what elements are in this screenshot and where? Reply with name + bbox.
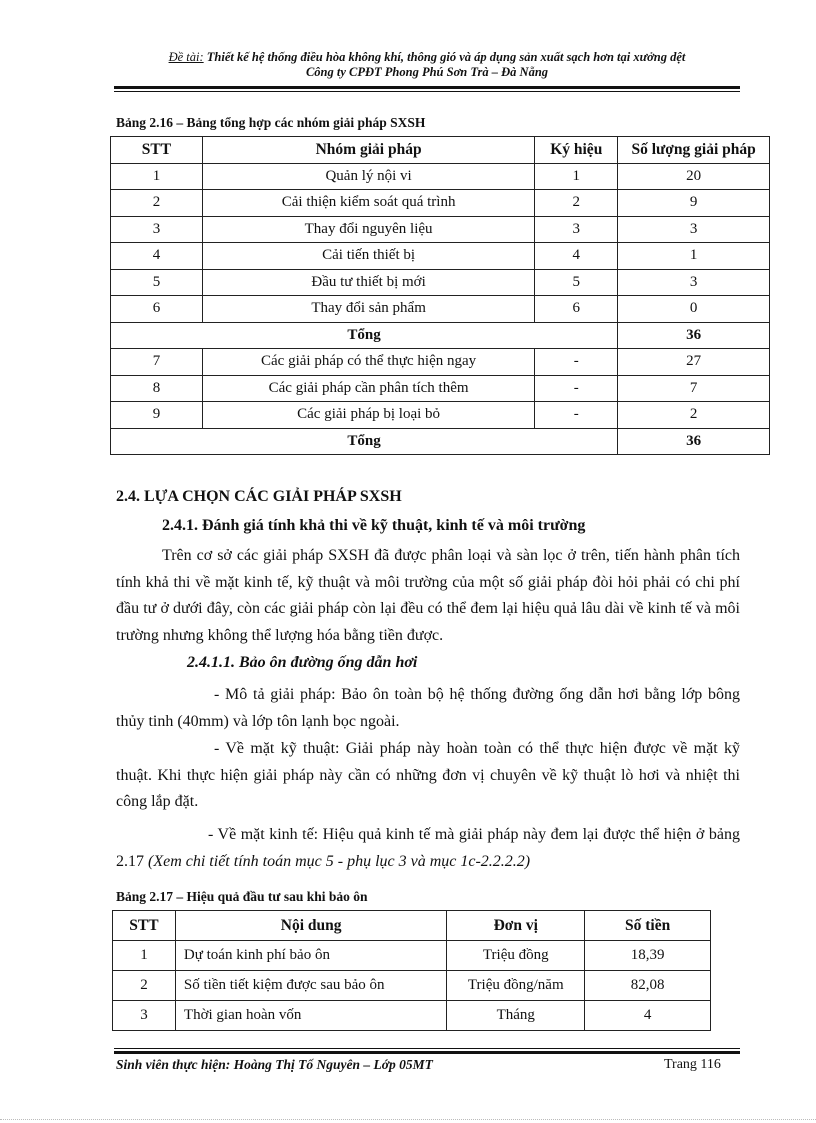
cell-group: Các giải pháp có thể thực hiện ngay [202, 349, 534, 376]
cell-stt: 7 [111, 349, 203, 376]
cell-unit: Tháng [447, 1001, 585, 1031]
cell-stt: 1 [111, 163, 203, 190]
cell-stt: 2 [113, 971, 176, 1001]
table-row [113, 971, 711, 1001]
paragraph-technical: - Về mặt kỹ thuật: Giải pháp này hoàn toàn có thể thực hiện được về mặt kỹ thuật. Khi thực hiện giải pháp này cần có những đơn vị chuyên về kỹ thuật lò hơi và nhiệt thi công lắp đặt. [116, 740, 740, 810]
cell-count: 20 [618, 163, 770, 190]
cell-stt: 1 [113, 941, 176, 971]
paragraph-economic [116, 822, 740, 875]
economic-reference: (Xem chi tiết tính toán mục 5 - phụ lục 3 và mục 1c-2.2.2.2) [148, 852, 531, 870]
page-number: Trang 116 [664, 1057, 721, 1072]
total-row [111, 322, 770, 349]
table-row [111, 190, 770, 217]
cell-unit: Triệu đồng/năm [447, 971, 585, 1001]
cell-amount: 4 [585, 1001, 711, 1031]
cell-content: Số tiền tiết kiệm được sau bảo ôn [175, 971, 446, 1001]
footer-rule-thick [114, 1051, 740, 1054]
table-row [111, 349, 770, 376]
table-row [111, 375, 770, 402]
total-value: 36 [618, 322, 770, 349]
cell-symbol: - [535, 402, 618, 429]
cell-stt: 6 [111, 296, 203, 323]
cell-symbol: - [535, 349, 618, 376]
col-header-group: Nhóm giải pháp [202, 137, 534, 164]
table-row [113, 1001, 711, 1031]
col-header-unit: Đơn vị [447, 911, 585, 941]
footer-rule-thin [114, 1048, 740, 1049]
cell-count: 3 [618, 269, 770, 296]
cell-symbol: - [535, 375, 618, 402]
cell-stt: 4 [111, 243, 203, 270]
cell-amount: 18,39 [585, 941, 711, 971]
table-header-row [111, 137, 770, 164]
col-header-stt: STT [113, 911, 176, 941]
cell-count: 7 [618, 375, 770, 402]
col-header-amount: Số tiền [585, 911, 711, 941]
paragraph-intro: Trên cơ sở các giải pháp SXSH đã được phân loại và sàn lọc ở trên, tiến hành phân tích tính khả thi về mặt kinh tế, kỹ thuật và môi trường của một số giải pháp đòi hỏi phải có chi phí đầu tư ở dưới đây, còn các giải pháp còn lại đều có thể đem lại hiệu quả lâu dài về kinh tế và môi trường nhưng không thể lượng hóa bằng tiền được. [116, 547, 740, 644]
header-rule-thick [114, 86, 740, 89]
cell-count: 9 [618, 190, 770, 217]
cell-stt: 5 [111, 269, 203, 296]
table-row [111, 216, 770, 243]
header-title-line2: Công ty CPĐT Phong Phú Sơn Trà – Đà Nẵng [305, 65, 549, 79]
cell-group: Các giải pháp bị loại bỏ [202, 402, 534, 429]
cell-count: 0 [618, 296, 770, 323]
cell-count: 27 [618, 349, 770, 376]
cell-group: Cải thiện kiểm soát quá trình [202, 190, 534, 217]
cell-group: Thay đổi sản phẩm [202, 296, 534, 323]
cell-stt: 3 [113, 1001, 176, 1031]
investment-efficiency-table [112, 910, 711, 1031]
cell-symbol: 1 [535, 163, 618, 190]
col-header-stt: STT [111, 137, 203, 164]
subsubsection-heading: 2.4.1.1. Bảo ôn đường ống dẫn hơi [187, 654, 418, 671]
cell-count: 3 [618, 216, 770, 243]
cell-symbol: 4 [535, 243, 618, 270]
cell-group: Thay đổi nguyên liệu [202, 216, 534, 243]
cell-symbol: 3 [535, 216, 618, 243]
table-row [113, 941, 711, 971]
cell-group: Cải tiến thiết bị [202, 243, 534, 270]
total-label: Tổng [111, 428, 618, 455]
cell-content: Thời gian hoàn vốn [175, 1001, 446, 1031]
table-row [111, 243, 770, 270]
cell-stt: 8 [111, 375, 203, 402]
cell-amount: 82,08 [585, 971, 711, 1001]
cell-count: 1 [618, 243, 770, 270]
cell-content: Dự toán kinh phí bảo ôn [175, 941, 446, 971]
subsection-heading: 2.4.1. Đánh giá tính khả thi về kỹ thuật, kinh tế và môi trường [162, 517, 586, 534]
cell-stt: 3 [111, 216, 203, 243]
table-header-row [113, 911, 711, 941]
cell-unit: Triệu đồng [447, 941, 585, 971]
cell-symbol: 2 [535, 190, 618, 217]
table-row [111, 296, 770, 323]
header-rule-thin [114, 91, 740, 92]
table-row [111, 402, 770, 429]
col-header-count: Số lượng giải pháp [618, 137, 770, 164]
cell-stt: 2 [111, 190, 203, 217]
paragraph-description: - Mô tả giải pháp: Bảo ôn toàn bộ hệ thống đường ống dẫn hơi bằng lớp bông thủy tinh (40mm) và lớp tôn lạnh bọc ngoài. [116, 686, 740, 730]
cell-group: Đầu tư thiết bị mới [202, 269, 534, 296]
total-label: Tổng [111, 322, 618, 349]
footer-author: Sinh viên thực hiện: Hoàng Thị Tố Nguyên – Lớp 05MT [116, 1057, 433, 1072]
cell-group: Quản lý nội vi [202, 163, 534, 190]
cell-count: 2 [618, 402, 770, 429]
page-boundary-line [0, 1119, 816, 1120]
cell-symbol: 5 [535, 269, 618, 296]
section-heading: 2.4. LỰA CHỌN CÁC GIẢI PHÁP SXSH [116, 488, 402, 505]
solution-groups-table [110, 136, 770, 455]
table-row [111, 163, 770, 190]
cell-stt: 9 [111, 402, 203, 429]
total-value: 36 [618, 428, 770, 455]
col-header-symbol: Ký hiệu [535, 137, 618, 164]
cell-group: Các giải pháp cần phân tích thêm [202, 375, 534, 402]
page-header [114, 50, 740, 80]
table2-caption: Bảng 2.17 – Hiệu quả đầu tư sau khi bảo ôn [116, 889, 368, 904]
economic-text: - Về mặt kinh tế: Hiệu quả kinh tế mà giải pháp này đem lại được thể hiện ở bảng 2.17 [116, 826, 740, 870]
total-row [111, 428, 770, 455]
header-title-line1: Thiết kế hệ thống điều hòa không khí, thông gió và áp dụng sản xuất sạch hơn tại xưởng dệt [206, 50, 686, 64]
table1-caption: Bảng 2.16 – Bảng tổng hợp các nhóm giải pháp SXSH [116, 115, 426, 130]
cell-symbol: 6 [535, 296, 618, 323]
col-header-content: Nội dung [175, 911, 446, 941]
header-label: Đề tài: [168, 50, 204, 64]
table-row [111, 269, 770, 296]
